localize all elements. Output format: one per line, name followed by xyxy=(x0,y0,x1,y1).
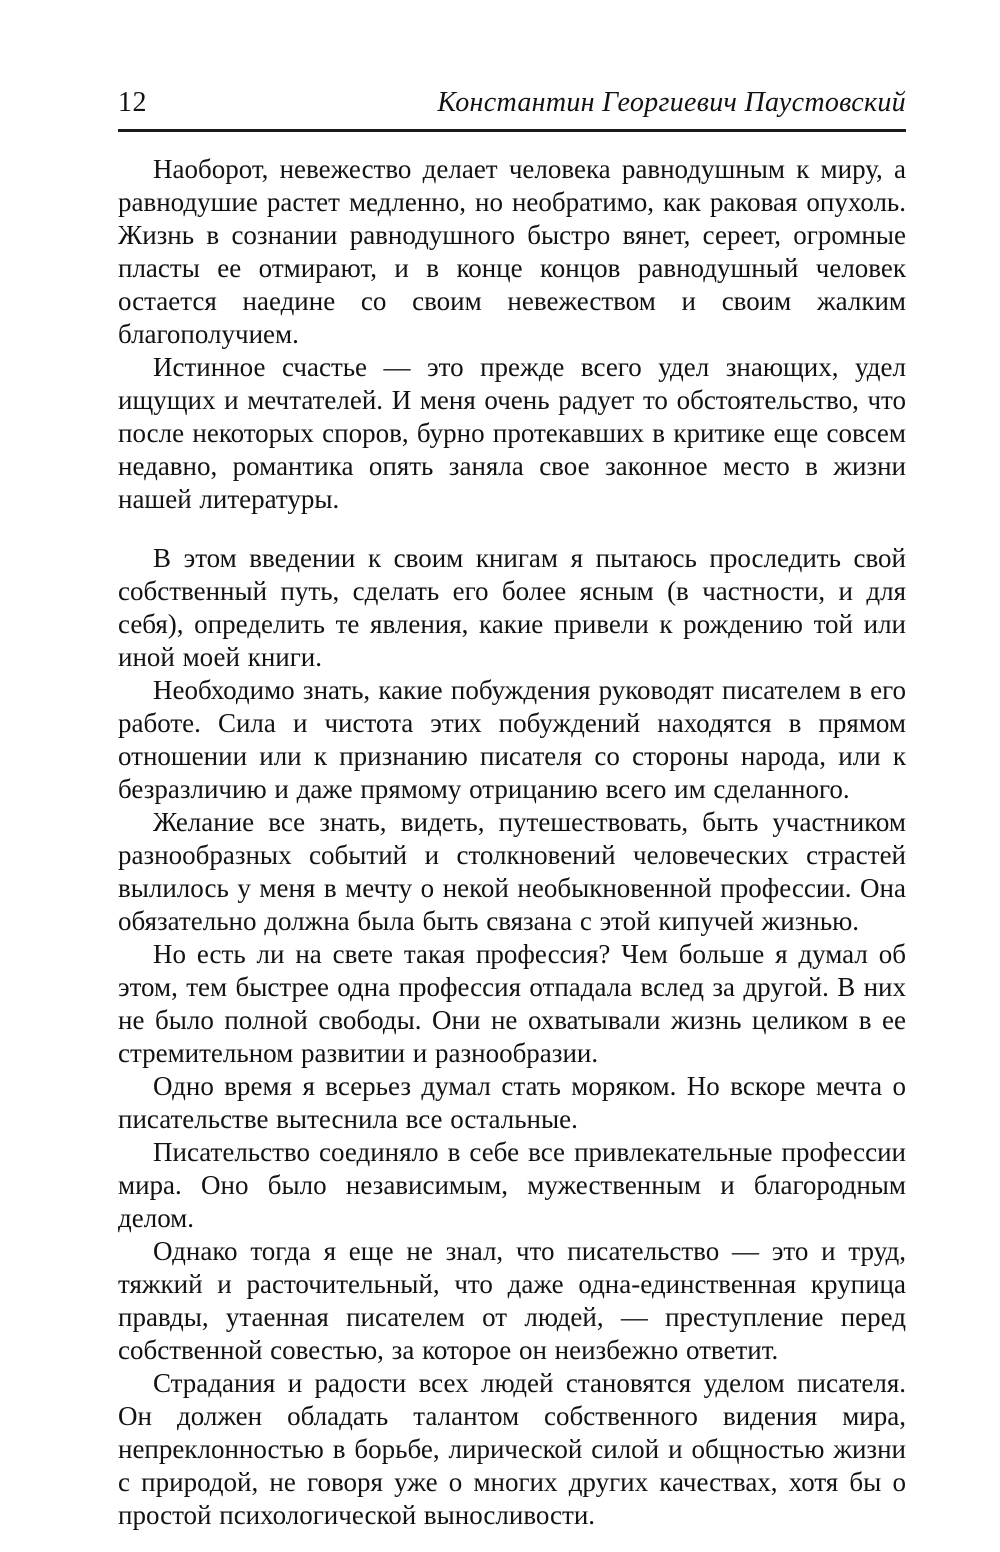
paragraph: Желание все знать, видеть, путешествовать, быть участником разнообразных событий и столкновений человеческих страстей вылилось у меня в мечту о некой необыкновенной профессии. Она обязательно должна была быть связана с этой кипучей жизнью. xyxy=(118,807,906,936)
paragraph: Одно время я всерьез думал стать моряком. Но вскоре мечта о писательстве вытеснила все остальные. xyxy=(118,1071,906,1134)
running-title: Константин Георгиевич Паустовский xyxy=(437,87,906,118)
page-header xyxy=(118,88,906,132)
paragraph: Истинное счастье — это прежде всего удел знающих, удел ищущих и мечтателей. И меня очень радует то обстоятельство, что после некоторых споров, бурно протекавших в критике еще совсем недавно, романтика опять заняла свое законное место в жизни нашей литературы. xyxy=(118,352,906,514)
page-body xyxy=(118,153,906,1532)
book-page xyxy=(118,88,906,1532)
paragraph: Наоборот, невежество делает человека равнодушным к миру, а равнодушие растет медленно, но необратимо, как раковая опухоль. Жизнь в сознании равнодушного быстро вянет, сереет, огромные пласты ее отмирают, и в конце концов равнодушный человек остается наедине со своим невежеством и своим жалким благополучием. xyxy=(118,154,906,349)
paragraph: Однако тогда я еще не знал, что писательство — это и труд, тяжкий и расточительный, что даже одна-единственная крупица правды, утаенная писателем от людей, — преступление перед собственной совестью, за которое он неизбежно ответит. xyxy=(118,1236,906,1365)
paragraph: В этом введении к своим книгам я пытаюсь проследить свой собственный путь, сделать его более ясным (в частности, и для себя), определить те явления, какие привели к рождению той или иной моей книги. xyxy=(118,543,906,672)
page-number: 12 xyxy=(118,87,147,118)
paragraph: Необходимо знать, какие побуждения руководят писателем в его работе. Сила и чистота этих побуждений находятся в прямом отношении или к признанию писателя со стороны народа, или к безразличию и даже прямому отрицанию всего им сделанного. xyxy=(118,675,906,804)
paragraph: Страдания и радости всех людей становятся уделом писателя. Он должен обладать талантом собственного видения мира, непреклонностью в борьбе, лирической силой и общностью жизни с природой, не говоря уже о многих других качествах, хотя бы о простой психологической выносливости. xyxy=(118,1368,906,1530)
paragraph: Но есть ли на свете такая профессия? Чем больше я думал об этом, тем быстрее одна профессия отпадала вслед за другой. В них не было полной свободы. Они не охватывали жизнь целиком в ее стремительном развитии и разнообразии. xyxy=(118,939,906,1068)
paragraph: Писательство соединяло в себе все привлекательные профессии мира. Оно было независимым, мужественным и благородным делом. xyxy=(118,1137,906,1233)
